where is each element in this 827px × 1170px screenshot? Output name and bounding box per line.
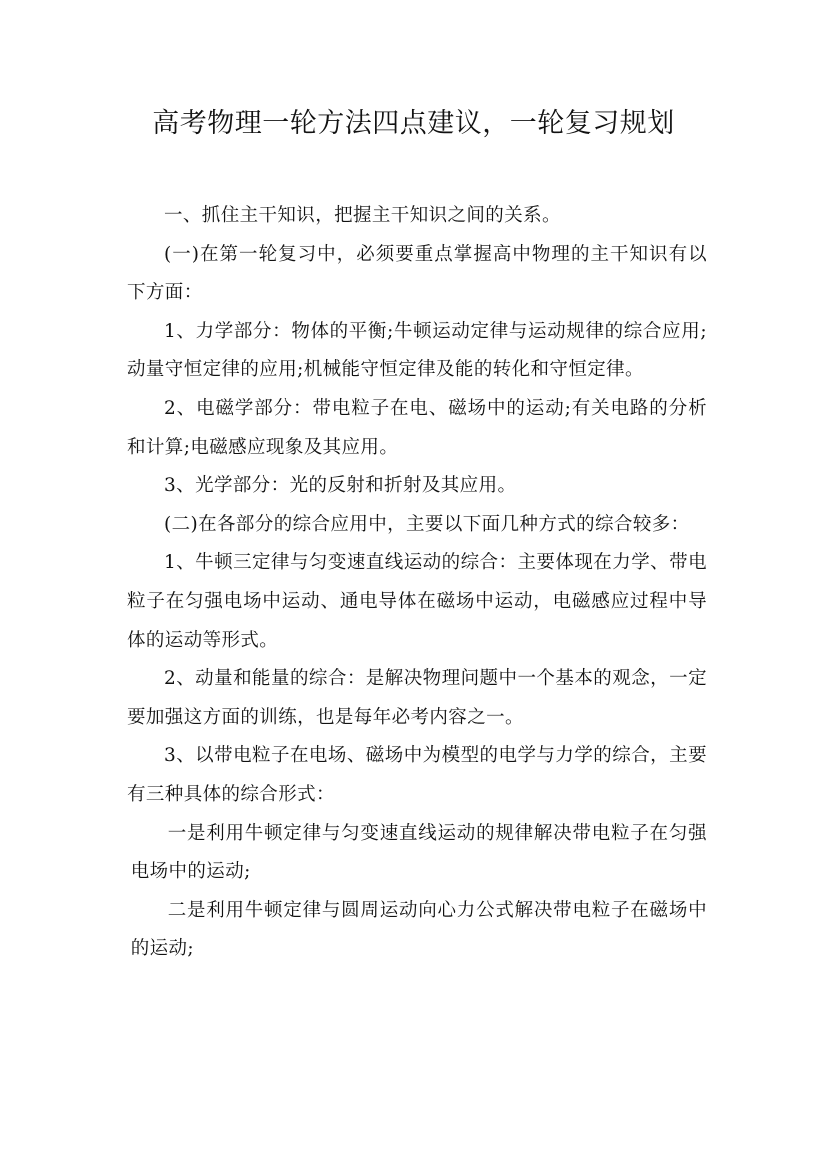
paragraph-form-two: 二是利用牛顿定律与圆周运动向心力公式解决带电粒子在磁场中的运动; [130,899,707,960]
paragraph-subsection-1: (一)在第一轮复习中，必须要重点掌握高中物理的主干知识有以下方面： [127,243,707,304]
paragraph-newton-kinematics: 1、牛顿三定律与匀变速直线运动的综合：主要体现在力学、带电粒子在匀强电场中运动、通电导体在磁场中运动，电磁感应过程中导体的运动等形式。 [127,552,707,651]
paragraph-form-one: 一是利用牛顿定律与匀变速直线运动的规律解决带电粒子在匀强电场中的运动; [130,822,707,883]
paragraph-charged-particle: 3、以带电粒子在电场、磁场中为模型的电学与力学的综合，主要有三种具体的综合形式： [127,745,707,805]
paragraph-section-1-heading: 一、抓住主干知识，把握主干知识之间的关系。 [164,205,561,226]
document-body [127,197,707,969]
paragraph-electromagnetism: 2、电磁学部分：带电粒子在电、磁场中的运动;有关电路的分析和计算;电磁感应现象及其应用。 [127,397,707,458]
document-title: 高考物理一轮方法四点建议，一轮复习规划 [152,108,675,139]
paragraph-mechanics: 1、力学部分：物体的平衡;牛顿运动定律与运动规律的综合应用;动量守恒定律的应用;机械能守恒定律及能的转化和守恒定律。 [127,320,707,381]
paragraph-optics: 3、光学部分：光的反射和折射及其应用。 [164,475,517,497]
paragraph-momentum-energy: 2、动量和能量的综合：是解决物理问题中一个基本的观念，一定要加强这方面的训练，也是每年必考内容之一。 [127,668,707,728]
paragraph-subsection-2: (二)在各部分的综合应用中，主要以下面几种方式的综合较多： [164,513,690,535]
